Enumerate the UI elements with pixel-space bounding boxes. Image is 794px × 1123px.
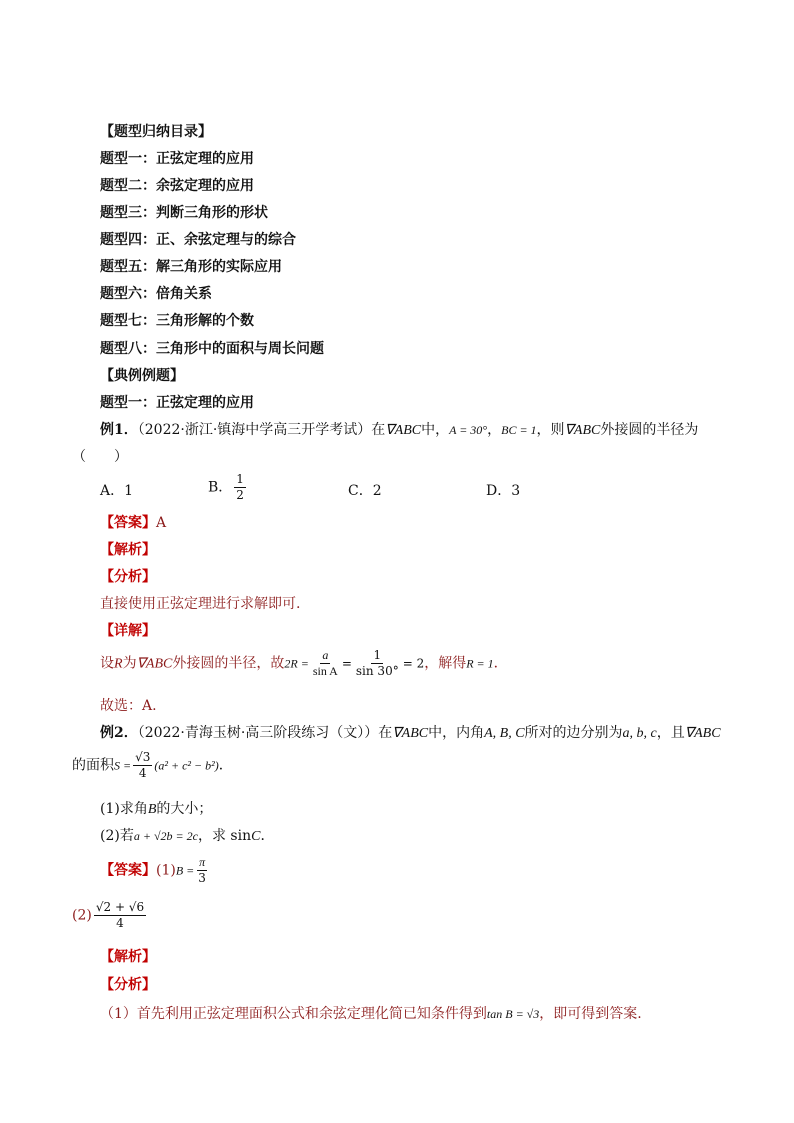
ex2-fenxi-text: （1）首先利用正弦定理面积公式和余弦定理化简已知条件得到 — [100, 1006, 487, 1022]
ex2-area-end: ． — [218, 757, 233, 774]
ex1-cond-a: A = 30° — [449, 423, 488, 437]
ex1-text: 中， — [421, 422, 450, 438]
frac-num: 1 — [236, 472, 244, 486]
ex1-triangle-2: ∇ABC — [564, 423, 601, 438]
detail-eq-lhs: 2R = — [284, 656, 309, 671]
ex2-q1-end: 的大小； — [156, 801, 213, 817]
detail-triangle: ∇ABC — [136, 656, 173, 672]
ex2-text: 中，内角 — [428, 725, 485, 741]
ex1-triangle: ∇ABC — [385, 423, 422, 438]
frac-num: 1 — [373, 648, 382, 662]
frac-den: 2 — [236, 488, 244, 502]
ex1-tail: ，则 — [536, 422, 565, 438]
ex2-fenxi-label: 【分析】 — [100, 977, 156, 993]
section1-title: 题型一：正弦定理的应用 — [100, 395, 254, 411]
ex1-sep: ， — [487, 422, 502, 438]
ex2-q1-b: B — [147, 802, 157, 817]
ex1-fenxi-label: 【分析】 — [100, 569, 156, 585]
ex2-q1-text: (1)求角 — [100, 801, 148, 817]
answer-value: A — [156, 515, 167, 531]
catalog-header: 【题型归纳目录】 — [100, 124, 212, 140]
examples-header: 【典例例题】 — [100, 368, 184, 384]
frac-den: sin 30° — [355, 664, 399, 678]
ex1-answer — [100, 512, 166, 532]
catalog-item-6: 题型六：倍角关系 — [100, 286, 212, 302]
ex2-q2 — [100, 825, 274, 845]
ex2-answer-2 — [72, 900, 148, 931]
ex2-answer-1 — [100, 855, 210, 886]
ex2-fenxi-tail: ，即可得到答案. — [539, 1006, 642, 1022]
ex2-area-text: 的面积 — [72, 757, 114, 774]
ex2-text-3: ，且 — [656, 725, 685, 741]
frac-num: π — [199, 855, 206, 869]
ex2-angles: A, B, C — [484, 726, 525, 741]
ex2-text-2: 所对的边分别为 — [524, 725, 623, 741]
detail-eq-rhs: = 2 — [402, 656, 425, 671]
catalog-item-2: 题型二：余弦定理的应用 — [100, 178, 254, 194]
frac-den: 4 — [116, 916, 124, 930]
detail-r: R — [114, 656, 123, 672]
frac-den: sin A — [312, 664, 338, 678]
ex2-q1 — [100, 798, 212, 818]
ex2-area-lhs: S = — [114, 758, 132, 773]
ex2-area — [72, 750, 233, 781]
ex2-q2-c: C — [251, 829, 261, 844]
ex1-conclusion: 故选：A. — [100, 698, 157, 714]
ex2-triangle: ∇ABC — [392, 726, 429, 741]
detail-frac-1 — [311, 648, 340, 679]
ex1-option-c: C．2 — [348, 483, 382, 499]
detail-text-2: 为 — [122, 655, 137, 672]
frac-den: 3 — [198, 871, 206, 885]
catalog-item-3: 题型三：判断三角形的形状 — [100, 205, 268, 221]
detail-frac-2 — [354, 648, 401, 679]
ex1-option-a: A．1 — [100, 483, 134, 499]
detail-result: R = 1 — [466, 656, 494, 671]
detail-eq-sign: = — [341, 656, 352, 671]
ans1-lhs: B = — [175, 863, 195, 878]
ex2-source: （2022·青海玉树·高三阶段练习（文））在 — [137, 725, 393, 741]
ex1-option-b-frac — [234, 472, 246, 503]
ex2-area-paren: (a² + c² − b²) — [154, 758, 219, 773]
ex1-fenxi-text: 直接使用正弦定理进行求解即可. — [100, 596, 301, 612]
ex2-question — [100, 722, 721, 742]
catalog-item-8: 题型八：三角形中的面积与周长问题 — [100, 341, 324, 357]
ex2-q2-text: (2)若 — [100, 828, 134, 844]
ex2-fenxi — [100, 1003, 642, 1023]
ex2-area-frac — [133, 750, 152, 781]
catalog-item-7: 题型七：三角形解的个数 — [100, 313, 254, 329]
catalog-item-5: 题型五：解三角形的实际应用 — [100, 259, 282, 275]
ex2-label: 例2． — [100, 725, 138, 741]
ex1-source: （2022·浙江·镇海中学高三开学考试）在 — [137, 422, 386, 438]
catalog-item-4: 题型四：正、余弦定理与的综合 — [100, 232, 296, 248]
ex1-paren: （ ） — [72, 449, 128, 465]
ans2-pre: (2) — [72, 907, 92, 924]
detail-text-4: ，解得 — [424, 655, 467, 672]
ex1-question — [100, 419, 698, 439]
ans1-pre: (1) — [156, 862, 176, 879]
frac-den: 4 — [138, 766, 147, 780]
ex1-option-b — [208, 472, 248, 503]
frac-num: a — [322, 648, 329, 662]
frac-num: √2 + √6 — [95, 900, 145, 914]
ex1-option-d: D．3 — [486, 483, 521, 499]
answer-label: 【答案】 — [100, 862, 156, 879]
detail-text-3: 外接圆的半径，故 — [172, 655, 285, 672]
ex2-triangle-2: ∇ABC — [684, 726, 721, 741]
ex1-label: 例1． — [100, 422, 138, 438]
catalog-item-1: 题型一：正弦定理的应用 — [100, 151, 254, 167]
detail-text: 设 — [100, 655, 114, 672]
frac-num: √3 — [135, 750, 151, 764]
ex1-detail-label: 【详解】 — [100, 623, 156, 639]
ex1-option-b-label: B． — [208, 479, 233, 496]
ex1-tail2: 外接圆的半径为 — [600, 422, 699, 438]
ex2-q2-eq: a + √2b = 2c — [133, 829, 198, 843]
ex1-analysis-label: 【解析】 — [100, 542, 156, 558]
ex1-cond-bc: BC = 1 — [501, 423, 537, 437]
ex2-q2-mid: ，求 sin — [197, 828, 252, 844]
answer-label: 【答案】 — [100, 515, 156, 531]
ex2-fenxi-eq: tan B = √3 — [486, 1007, 540, 1021]
ans2-frac — [94, 900, 146, 931]
ans1-frac — [196, 855, 208, 886]
ex1-detail — [100, 648, 508, 679]
ex2-analysis-label: 【解析】 — [100, 949, 156, 965]
detail-end: ． — [493, 655, 508, 672]
ex2-sides: a, b, c — [622, 726, 657, 741]
ex2-q2-end: ． — [260, 828, 275, 844]
